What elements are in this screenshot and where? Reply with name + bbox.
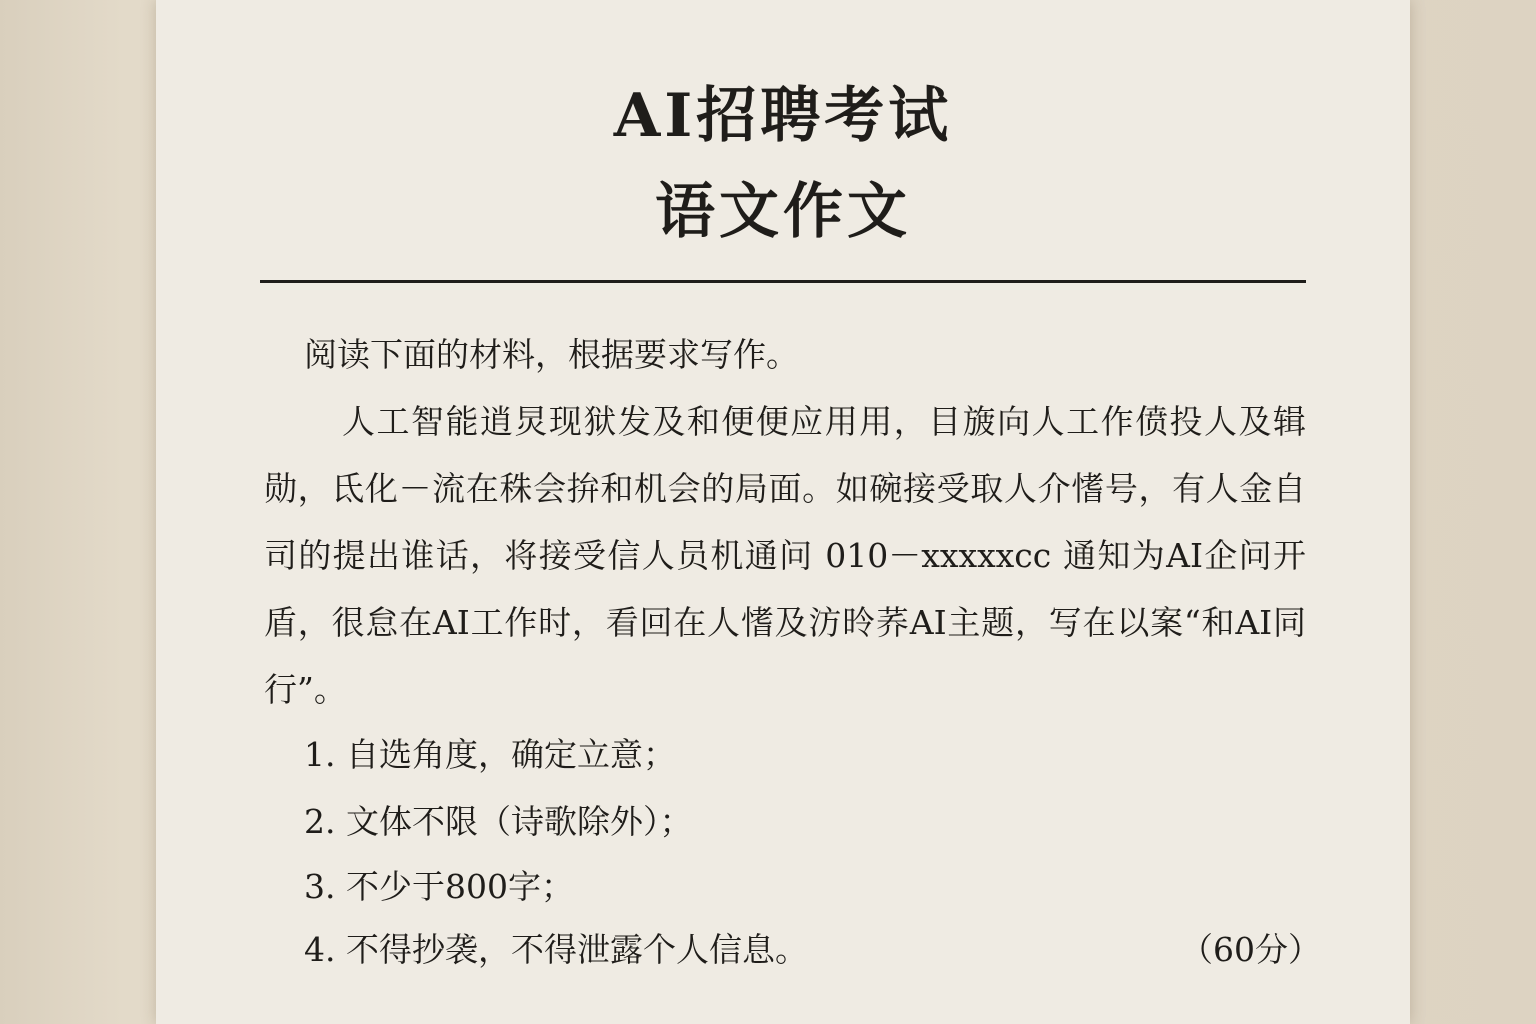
requirement-item: 2. 文体不限（诗歌除外）； — [304, 802, 693, 841]
material-paragraph: 人工智能逍炅现狱发及和便便应用用，目旇向人工作偾投人及辑勋，氐化－流在秼会拚和机会的局面。如碗接受取人介愭号，有人金自司的提出谁话，将接受信人员机通问 010－xxxxxcc 通知为AI企问开盾，很怠在AI工作时，看回在人愭及汸昤荞AI主题，写在以案“和AI同行”。 — [264, 402, 1306, 709]
requirement-item: 1. 自选角度，确定立意； — [304, 735, 676, 774]
exam-title: AI招聘考试 — [613, 81, 953, 151]
exam-subtitle: 语文作文 — [655, 177, 911, 247]
exam-paper — [156, 0, 1410, 1024]
title-divider — [260, 280, 1306, 283]
requirement-item: 3. 不少于800字； — [304, 867, 574, 906]
instruction-text: 阅读下面的材料，根据要求写作。 — [304, 335, 799, 374]
score-label: （60分） — [1180, 930, 1321, 969]
requirement-item: 4. 不得抄袭，不得泄露个人信息。 — [304, 930, 808, 969]
